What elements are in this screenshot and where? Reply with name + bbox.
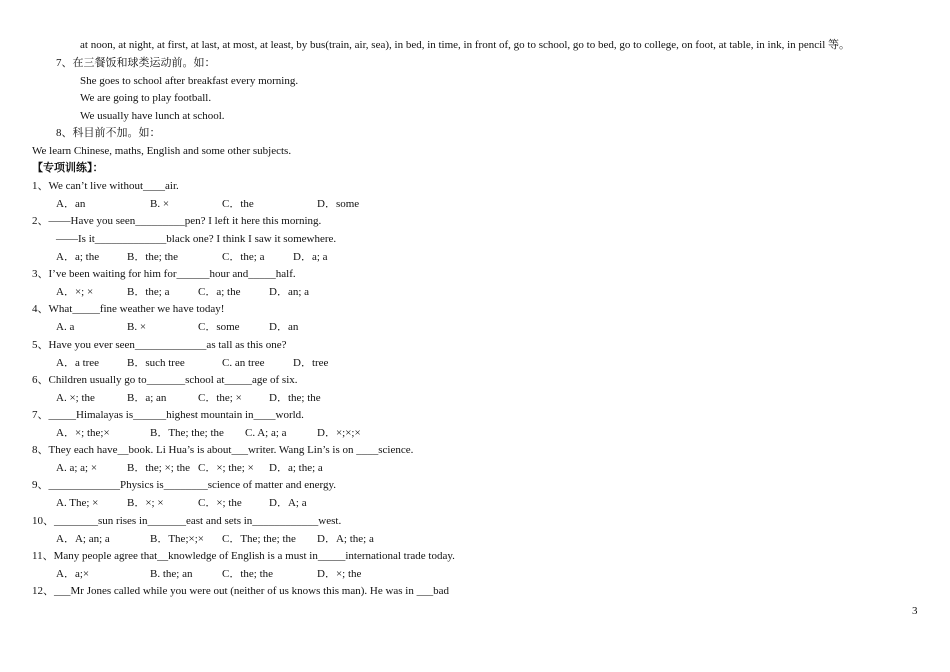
answer-option: B．such tree bbox=[127, 357, 185, 369]
answer-option: B．The;×;× bbox=[150, 533, 204, 545]
answer-option: C．×; the bbox=[198, 497, 242, 509]
question-stem: 6、Children usually go to_______school at_____age of six. bbox=[32, 374, 298, 386]
question-stem-continued: ——Is it_____________black one? I think I saw it somewhere. bbox=[56, 233, 337, 245]
answer-option: A．a; the bbox=[56, 251, 100, 263]
answer-option: A. a bbox=[56, 321, 75, 333]
example-8: We learn Chinese, maths, English and some other subjects. bbox=[32, 145, 292, 157]
example-7b: We are going to play football. bbox=[80, 92, 212, 104]
answer-option: B．a; an bbox=[127, 392, 167, 404]
answer-option: C. an tree bbox=[222, 357, 265, 369]
answer-option: C．a; the bbox=[198, 286, 241, 298]
answer-option: A．an bbox=[56, 198, 86, 210]
answer-option: A. a; a; × bbox=[56, 462, 98, 474]
answer-option: D．an bbox=[269, 321, 299, 333]
answer-option: D．an; a bbox=[269, 286, 310, 298]
answer-option: C．the; a bbox=[222, 251, 265, 263]
answer-option: C．The; the; the bbox=[222, 533, 296, 545]
example-7c: We usually have lunch at school. bbox=[80, 110, 225, 122]
question-stem: 2、——Have you seen_________pen? I left it here this morning. bbox=[32, 215, 322, 227]
answer-option: A. ×; the bbox=[56, 392, 95, 404]
rule-8: 8、科目前不加。如： bbox=[56, 127, 161, 139]
answer-option: B．The; the; the bbox=[150, 427, 224, 439]
answer-option: D．a; the; a bbox=[269, 462, 323, 474]
answer-option: A．A; an; a bbox=[56, 533, 110, 545]
answer-option: B．the; a bbox=[127, 286, 170, 298]
question-stem: 5、Have you ever seen_____________as tall as this one? bbox=[32, 339, 287, 351]
answer-option: B. the; an bbox=[150, 568, 193, 580]
answer-option: B. × bbox=[150, 198, 170, 210]
answer-option: A．×; the;× bbox=[56, 427, 110, 439]
answer-option: D．×;×;× bbox=[317, 427, 361, 439]
answer-option: A．×; × bbox=[56, 286, 94, 298]
question-stem: 12、___Mr Jones called while you were out (neither of us knows this man). He was in ___bad bbox=[32, 585, 450, 597]
answer-option: B．the; ×; the bbox=[127, 462, 191, 474]
question-stem: 11、Many people agree that__knowledge of English is a must in_____international trade today. bbox=[32, 550, 455, 562]
answer-option: A．a tree bbox=[56, 357, 100, 369]
answer-option: D．A; a bbox=[269, 497, 307, 509]
answer-option: B. × bbox=[127, 321, 147, 333]
answer-option: D．the; the bbox=[269, 392, 321, 404]
answer-option: C．the; the bbox=[222, 568, 274, 580]
example-7a: She goes to school after breakfast every morning. bbox=[80, 75, 299, 87]
intro-line-1: at noon, at night, at first, at last, at most, at least, by bus(train, air, sea), in bed, in time, in front of, go to school, go to bed, go to college, on foot, at table, in ink, in pencil 等。 bbox=[80, 39, 851, 51]
answer-option: D．some bbox=[317, 198, 360, 210]
question-stem: 10、________sun rises in_______east and sets in____________west. bbox=[32, 515, 342, 527]
answer-option: D．tree bbox=[293, 357, 329, 369]
question-stem: 9、_____________Physics is________science of matter and energy. bbox=[32, 479, 336, 491]
answer-option: A. The; × bbox=[56, 497, 99, 509]
question-stem: 1、We can’t live without____air. bbox=[32, 180, 179, 192]
answer-option: C．some bbox=[198, 321, 240, 333]
section-title: 【专项训练】： bbox=[32, 162, 104, 174]
answer-option: B．the; the bbox=[127, 251, 179, 263]
question-stem: 7、_____Himalayas is______highest mountain in____world. bbox=[32, 409, 304, 421]
answer-option: C．×; the; × bbox=[198, 462, 254, 474]
question-stem: 4、What_____fine weather we have today! bbox=[32, 303, 225, 315]
answer-option: D．A; the; a bbox=[317, 533, 374, 545]
answer-option: C. A; a; a bbox=[245, 427, 287, 439]
answer-option: B．×; × bbox=[127, 497, 164, 509]
page-number: 3 bbox=[912, 605, 918, 617]
question-stem: 3、I’ve been waiting for him for______hour and_____half. bbox=[32, 268, 296, 280]
answer-option: D．×; the bbox=[317, 568, 362, 580]
rule-7: 7、在三餐饭和球类运动前。如： bbox=[56, 57, 216, 69]
answer-option: C．the; × bbox=[198, 392, 242, 404]
answer-option: A．a;× bbox=[56, 568, 90, 580]
answer-option: C．the bbox=[222, 198, 254, 210]
answer-option: D．a; a bbox=[293, 251, 328, 263]
question-stem: 8、They each have__book. Li Hua’s is about___writer. Wang Lin’s is on ____science. bbox=[32, 444, 414, 456]
